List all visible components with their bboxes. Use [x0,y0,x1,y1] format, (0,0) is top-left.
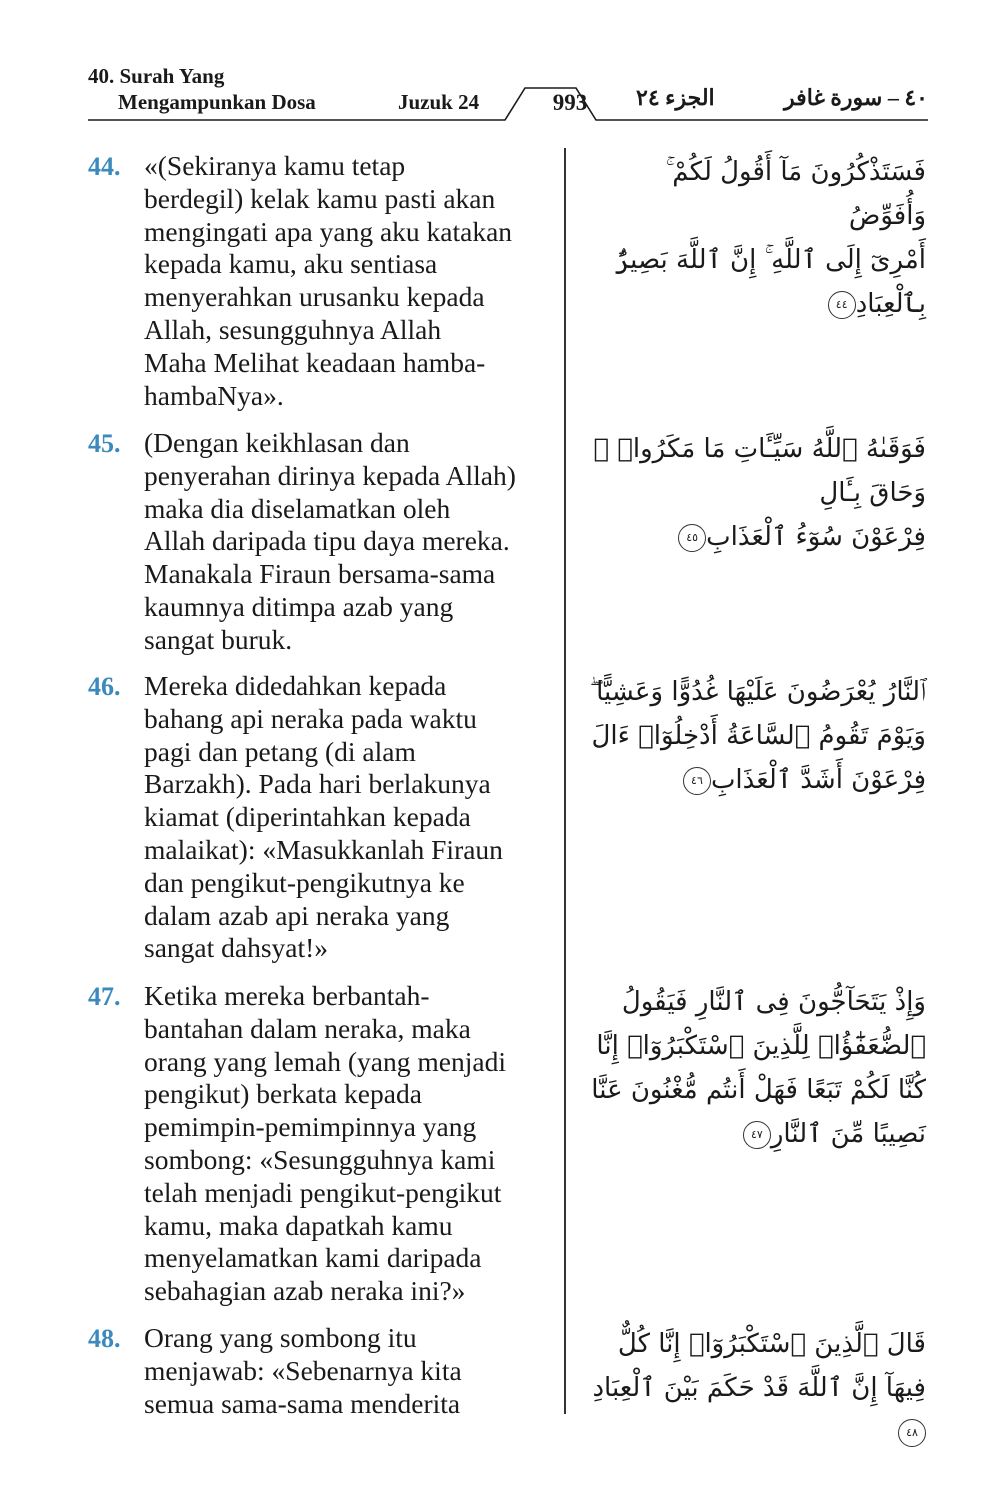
arabic-text: قَالَ ٱلَّذِينَ ٱسْتَكْبَرُوٓا۟ إِنَّا كُلٌّ فِيهَآ إِنَّ ٱللَّهَ قَدْ حَكَمَ بَيْنَ ٱلْعِبَادِ [592,1329,926,1403]
verse-number: 44. [88,152,121,181]
verse-translation: Ketika mereka berbantah- bantahan dalam neraka, maka orang yang lemah (yang menjadi pengikut) berkata kepada pemimpin-pemimpinnya yang sombong: «Sesungguhnya kami telah menjadi pengikut-pengikut kamu, maka dapatkah kamu menyelamatkan kami daripada sebahagian azab neraka ini?» [144,980,506,1307]
column-divider [564,148,566,1414]
surah-number-label: 40. Surah Yang [88,64,225,88]
verse-number: 45. [88,429,121,458]
ayah-number-marker: ٤٨ [898,1419,926,1447]
verse-arabic [588,1322,926,1454]
verse-arabic [588,980,926,1156]
juz-arabic-label: الجزء ٢٤ [636,85,715,110]
arabic-text: فَسَتَذْكُرُونَ مَآ أَقُولُ لَكُمْ ۚ وَأُفَوِّضُ أَمْرِىٓ إِلَى ٱللَّهِ ۚ إِنَّ ٱللَّهَ بَصِيرٌۢ بِٱلْعِبَادِ [614,157,926,319]
juzuk-label: Juzuk 24 [398,90,480,114]
surah-arabic-label: ٤٠ – سورة غافر [784,85,928,110]
arabic-text: ٱلنَّارُ يُعْرَضُونَ عَلَيْهَا غُدُوًّا وَعَشِيًّا ۖ وَيَوْمَ تَقُومُ ٱلسَّاعَةُ أَدْخِلُوٓا۟ ءَالَ فِرْعَوْنَ أَشَدَّ ٱلْعَذَابِ [589,677,926,795]
verse-number: 48. [88,1324,121,1353]
verse-number: 47. [88,982,121,1011]
ayah-number-marker: ٤٤ [828,291,856,319]
verse-translation: (Dengan keikhlasan dan penyerahan dirinya kepada Allah) maka dia diselamatkan oleh Allah daripada tipu daya mereka. Manakala Firaun bersama-sama kaumnya ditimpa azab yang sangat buruk. [144,427,516,655]
verse-number: 46. [88,672,121,701]
verse-translation: Orang yang sombong itu menjawab: «Sebenarnya kita semua sama-sama menderita [144,1322,462,1419]
verse-arabic [588,150,926,326]
page-number: 993 [552,90,588,115]
arabic-text: فَوَقَىٰهُ ٱللَّهُ سَيِّـَٔاتِ مَا مَكَرُوا۟ ۖ وَحَاقَ بِـَٔالِ فِرْعَوْنَ سُوٓءُ ٱلْعَذَابِ [593,434,926,552]
verse-translation: Mereka didedahkan kepada bahang api neraka pada waktu pagi dan petang (di alam Barzakh). Pada hari berlakunya kiamat (diperintahkan kepada malaikat): «Masukkanlah Firaun dan pengikut-pengikutnya ke dalam azab api neraka yang sangat dahsyat!» [144,670,503,964]
verse-arabic [588,427,926,559]
surah-name-label: Mengampunkan Dosa [118,90,316,114]
verse-translation: «(Sekiranya kamu tetap berdegil) kelak kamu pasti akan mengingati apa yang aku katakan kepada kamu, aku sentiasa menyerahkan urusanku kepada Allah, sesungguhnya Allah Maha Melihat keadaan hamba- hambaNya». [144,150,513,411]
page-header [88,64,928,124]
ayah-number-marker: ٤٧ [743,1121,771,1149]
arabic-text: وَإِذْ يَتَحَآجُّونَ فِى ٱلنَّارِ فَيَقُولُ ٱلضُّعَفَٰٓؤُا۟ لِلَّذِينَ ٱسْتَكْبَرُوٓا۟ إِنَّا كُنَّا لَكُمْ تَبَعًا فَهَلْ أَنتُم مُّغْنُونَ عَنَّا نَصِيبًا مِّنَ ٱلنَّارِ [591,987,926,1149]
ayah-number-marker: ٤٦ [683,767,711,795]
verse-arabic [588,670,926,802]
ayah-number-marker: ٤٥ [678,524,706,552]
